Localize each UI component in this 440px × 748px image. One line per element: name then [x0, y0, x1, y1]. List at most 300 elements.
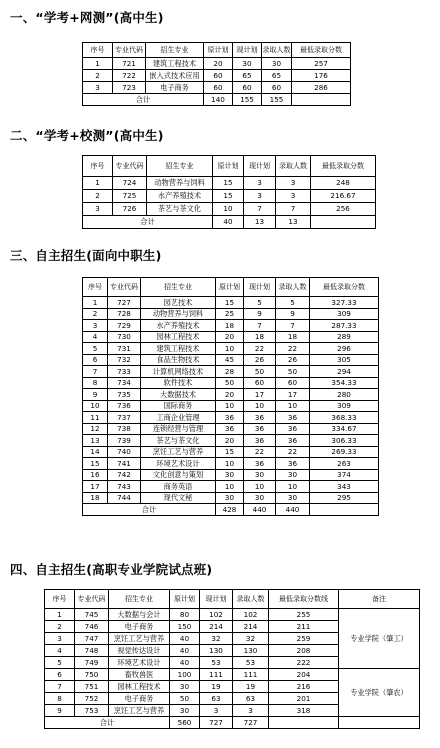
- total-note: [339, 717, 420, 729]
- cell-admitted: 65: [262, 70, 292, 82]
- header-cell: 原计划: [204, 43, 233, 58]
- cell-score: 287.33: [310, 320, 379, 332]
- cell-admitted: 36: [276, 412, 310, 424]
- cell-code: 751: [75, 681, 109, 693]
- table-row: [83, 481, 379, 493]
- table-row: [45, 669, 420, 681]
- cell-code: 743: [108, 481, 141, 493]
- cell-code: 721: [113, 58, 146, 70]
- cell-major: 建筑工程技术: [141, 343, 216, 355]
- cell-major: 大数据技术: [141, 389, 216, 401]
- cell-score: 204: [269, 669, 339, 681]
- cell-admitted: 17: [276, 389, 310, 401]
- cell-score: 354.33: [310, 377, 379, 389]
- cell-now: 26: [244, 354, 276, 366]
- header-cell: 专业代码: [75, 590, 109, 609]
- total-plan: 560: [170, 717, 200, 729]
- cell-major: 工商企业管理: [141, 412, 216, 424]
- cell-admitted: 5: [276, 297, 310, 309]
- cell-score: 256: [311, 203, 376, 216]
- cell-now: 10: [244, 400, 276, 412]
- total-admitted: 155: [262, 94, 292, 106]
- cell-major: 园艺技术: [141, 297, 216, 309]
- table-row: [83, 203, 376, 216]
- cell-admitted: 10: [276, 481, 310, 493]
- cell-now: 32: [200, 633, 233, 645]
- cell-index: 9: [83, 389, 108, 401]
- cell-plan: 30: [216, 469, 244, 481]
- cell-code: 752: [75, 693, 109, 705]
- cell-now: 102: [200, 609, 233, 621]
- header-cell: 招生专业: [147, 156, 213, 177]
- section-2-title: 二、“学考+校测”(高中生): [10, 128, 164, 143]
- table-row: [83, 58, 351, 70]
- cell-index: 12: [83, 423, 108, 435]
- cell-now: 22: [244, 343, 276, 355]
- cell-admitted: 30: [262, 58, 292, 70]
- cell-index: 7: [45, 681, 75, 693]
- cell-admitted: 60: [262, 82, 292, 94]
- cell-now: 17: [244, 389, 276, 401]
- table-row: [83, 354, 379, 366]
- cell-now: 36: [244, 435, 276, 447]
- cell-code: 735: [108, 389, 141, 401]
- cell-index: 2: [83, 308, 108, 320]
- cell-score: 263: [310, 458, 379, 470]
- cell-now: 111: [200, 669, 233, 681]
- cell-score: 176: [292, 70, 351, 82]
- cell-score: 248: [311, 177, 376, 190]
- cell-score: 374: [310, 469, 379, 481]
- cell-index: 3: [83, 203, 113, 216]
- cell-code: 748: [75, 645, 109, 657]
- cell-plan: 100: [170, 669, 200, 681]
- cell-admitted: 3: [233, 705, 269, 717]
- cell-score: 318: [269, 705, 339, 717]
- table-row: [83, 70, 351, 82]
- cell-plan: 50: [216, 377, 244, 389]
- cell-code: 723: [113, 82, 146, 94]
- table-row: [83, 331, 379, 343]
- header-cell: 现计划: [244, 278, 276, 297]
- cell-now: 7: [244, 203, 276, 216]
- header-cell: 现计划: [244, 156, 276, 177]
- cell-now: 63: [200, 693, 233, 705]
- table-total-row: [45, 717, 420, 729]
- cell-index: 2: [83, 70, 113, 82]
- cell-plan: 20: [216, 435, 244, 447]
- table-row: [83, 423, 379, 435]
- cell-score: 305: [310, 354, 379, 366]
- cell-code: 750: [75, 669, 109, 681]
- cell-admitted: 130: [233, 645, 269, 657]
- cell-admitted: 36: [276, 458, 310, 470]
- cell-major: 园林工程技术: [109, 681, 170, 693]
- cell-plan: 15: [216, 446, 244, 458]
- cell-index: 6: [83, 354, 108, 366]
- cell-major: 茶艺与茶文化: [147, 203, 213, 216]
- section-4-title: 四、自主招生(高职专业学院试点班): [10, 562, 213, 577]
- cell-code: 732: [108, 354, 141, 366]
- header-cell: 录取人数: [233, 590, 269, 609]
- cell-now: 9: [244, 308, 276, 320]
- header-cell: 录取人数: [262, 43, 292, 58]
- cell-now: 30: [233, 58, 262, 70]
- cell-now: 36: [244, 423, 276, 435]
- cell-major: 连锁经营与管理: [141, 423, 216, 435]
- cell-score: 257: [292, 58, 351, 70]
- table-row: [83, 343, 379, 355]
- cell-index: 3: [45, 633, 75, 645]
- cell-score: 269.33: [310, 446, 379, 458]
- cell-code: 724: [113, 177, 147, 190]
- cell-score: 309: [310, 400, 379, 412]
- cell-score: 286: [292, 82, 351, 94]
- cell-index: 9: [45, 705, 75, 717]
- cell-admitted: 60: [276, 377, 310, 389]
- cell-index: 2: [45, 621, 75, 633]
- cell-index: 18: [83, 492, 108, 504]
- cell-now: 214: [200, 621, 233, 633]
- cell-index: 1: [83, 297, 108, 309]
- cell-now: 50: [244, 366, 276, 378]
- total-now: 13: [244, 216, 276, 229]
- cell-index: 13: [83, 435, 108, 447]
- cell-plan: 30: [170, 705, 200, 717]
- cell-plan: 20: [204, 58, 233, 70]
- cell-major: 建筑工程技术: [146, 58, 204, 70]
- cell-now: 18: [244, 331, 276, 343]
- cell-major: 软件技术: [141, 377, 216, 389]
- cell-plan: 36: [216, 412, 244, 424]
- cell-major: 烹饪工艺与营养: [109, 705, 170, 717]
- total-label: 合计: [83, 216, 213, 229]
- cell-code: 738: [108, 423, 141, 435]
- cell-code: 742: [108, 469, 141, 481]
- cell-score: 289: [310, 331, 379, 343]
- cell-major: 大数据与会计: [109, 609, 170, 621]
- cell-now: 130: [200, 645, 233, 657]
- total-score: [292, 94, 351, 106]
- cell-plan: 10: [216, 343, 244, 355]
- cell-plan: 25: [216, 308, 244, 320]
- cell-index: 7: [83, 366, 108, 378]
- cell-now: 3: [200, 705, 233, 717]
- cell-major: 畜牧兽医: [109, 669, 170, 681]
- cell-index: 8: [83, 377, 108, 389]
- cell-score: 309: [310, 308, 379, 320]
- total-plan: 428: [216, 504, 244, 516]
- table-total-row: [83, 94, 351, 106]
- cell-admitted: 19: [233, 681, 269, 693]
- total-admitted: 13: [276, 216, 311, 229]
- cell-admitted: 36: [276, 435, 310, 447]
- cell-plan: 40: [170, 633, 200, 645]
- cell-code: 744: [108, 492, 141, 504]
- table-header: [83, 156, 376, 177]
- cell-plan: 28: [216, 366, 244, 378]
- header-cell: 序号: [83, 278, 108, 297]
- cell-plan: 150: [170, 621, 200, 633]
- section-3-title: 三、自主招生(面向中职生): [10, 248, 162, 263]
- cell-code: 733: [108, 366, 141, 378]
- cell-index: 5: [83, 343, 108, 355]
- cell-admitted: 22: [276, 446, 310, 458]
- cell-major: 食品生物技术: [141, 354, 216, 366]
- cell-code: 727: [108, 297, 141, 309]
- cell-admitted: 63: [233, 693, 269, 705]
- cell-plan: 10: [216, 458, 244, 470]
- cell-code: 736: [108, 400, 141, 412]
- cell-admitted: 26: [276, 354, 310, 366]
- header-cell: 序号: [83, 156, 113, 177]
- table-2: [82, 155, 376, 229]
- cell-note: 专业学院（肇工）: [339, 609, 420, 669]
- cell-admitted: 30: [276, 492, 310, 504]
- cell-score: 327.33: [310, 297, 379, 309]
- table-total-row: [83, 504, 379, 516]
- cell-major: 园林工程技术: [141, 331, 216, 343]
- cell-now: 30: [244, 492, 276, 504]
- cell-index: 1: [83, 58, 113, 70]
- cell-index: 4: [83, 331, 108, 343]
- table-row: [45, 609, 420, 621]
- cell-plan: 18: [216, 320, 244, 332]
- cell-major: 茶艺与茶文化: [141, 435, 216, 447]
- table-3: [82, 277, 379, 516]
- header-cell: 原计划: [213, 156, 244, 177]
- cell-admitted: 9: [276, 308, 310, 320]
- table-row: [83, 177, 376, 190]
- cell-major: 动物营养与饲料: [147, 177, 213, 190]
- cell-note: 专业学院（肇农）: [339, 669, 420, 717]
- cell-code: 741: [108, 458, 141, 470]
- table-header: [83, 278, 379, 297]
- cell-score: 280: [310, 389, 379, 401]
- cell-major: 动物营养与饲料: [141, 308, 216, 320]
- cell-plan: 40: [170, 645, 200, 657]
- cell-admitted: 22: [276, 343, 310, 355]
- cell-code: 746: [75, 621, 109, 633]
- cell-index: 16: [83, 469, 108, 481]
- cell-now: 19: [200, 681, 233, 693]
- cell-plan: 60: [204, 82, 233, 94]
- cell-now: 22: [244, 446, 276, 458]
- cell-admitted: 214: [233, 621, 269, 633]
- cell-admitted: 3: [276, 177, 311, 190]
- cell-score: 294: [310, 366, 379, 378]
- cell-major: 计算机网络技术: [141, 366, 216, 378]
- header-cell: 序号: [83, 43, 113, 58]
- cell-admitted: 102: [233, 609, 269, 621]
- header-cell: 招生专业: [146, 43, 204, 58]
- table-row: [83, 190, 376, 203]
- cell-code: 725: [113, 190, 147, 203]
- cell-plan: 40: [170, 657, 200, 669]
- cell-admitted: 53: [233, 657, 269, 669]
- header-cell: 最低录取分数: [292, 43, 351, 58]
- total-score: [311, 216, 376, 229]
- cell-score: 334.67: [310, 423, 379, 435]
- table-header: [45, 590, 420, 609]
- table-1: [82, 42, 351, 106]
- header-cell: 序号: [45, 590, 75, 609]
- cell-code: 753: [75, 705, 109, 717]
- total-now: 155: [233, 94, 262, 106]
- cell-score: 259: [269, 633, 339, 645]
- cell-major: 电子商务: [146, 82, 204, 94]
- total-now: 440: [244, 504, 276, 516]
- cell-now: 7: [244, 320, 276, 332]
- cell-plan: 36: [216, 423, 244, 435]
- cell-code: 737: [108, 412, 141, 424]
- cell-now: 36: [244, 412, 276, 424]
- cell-major: 烹饪工艺与营养: [141, 446, 216, 458]
- cell-score: 222: [269, 657, 339, 669]
- cell-major: 水产养殖技术: [147, 190, 213, 203]
- cell-major: 电子商务: [109, 621, 170, 633]
- cell-plan: 15: [213, 190, 244, 203]
- cell-major: 电子商务: [109, 693, 170, 705]
- table-header: [83, 43, 351, 58]
- cell-score: 368.33: [310, 412, 379, 424]
- total-score: [310, 504, 379, 516]
- cell-score: 216: [269, 681, 339, 693]
- cell-major: 国际商务: [141, 400, 216, 412]
- cell-plan: 20: [216, 389, 244, 401]
- cell-now: 5: [244, 297, 276, 309]
- cell-code: 731: [108, 343, 141, 355]
- cell-code: 739: [108, 435, 141, 447]
- cell-score: 216.67: [311, 190, 376, 203]
- cell-admitted: 18: [276, 331, 310, 343]
- cell-plan: 15: [216, 297, 244, 309]
- cell-plan: 30: [170, 681, 200, 693]
- cell-score: 211: [269, 621, 339, 633]
- cell-code: 747: [75, 633, 109, 645]
- total-label: 合计: [83, 504, 216, 516]
- cell-plan: 10: [216, 400, 244, 412]
- header-cell: 专业代码: [108, 278, 141, 297]
- cell-now: 36: [244, 458, 276, 470]
- cell-code: 745: [75, 609, 109, 621]
- table-row: [83, 308, 379, 320]
- cell-code: 729: [108, 320, 141, 332]
- cell-major: 商务英语: [141, 481, 216, 493]
- header-cell: 专业代码: [113, 43, 146, 58]
- total-admitted: 727: [233, 717, 269, 729]
- cell-code: 749: [75, 657, 109, 669]
- cell-admitted: 3: [276, 190, 311, 203]
- header-cell: 最低录取分数: [310, 278, 379, 297]
- cell-admitted: 7: [276, 203, 311, 216]
- cell-plan: 80: [170, 609, 200, 621]
- cell-admitted: 50: [276, 366, 310, 378]
- cell-plan: 60: [204, 70, 233, 82]
- cell-index: 2: [83, 190, 113, 203]
- cell-now: 53: [200, 657, 233, 669]
- cell-score: 208: [269, 645, 339, 657]
- total-plan: 40: [213, 216, 244, 229]
- cell-index: 11: [83, 412, 108, 424]
- cell-major: 环境艺术设计: [109, 657, 170, 669]
- cell-major: 烹饪工艺与营养: [109, 633, 170, 645]
- table-row: [83, 297, 379, 309]
- table-row: [83, 377, 379, 389]
- table-row: [83, 366, 379, 378]
- cell-score: 343: [310, 481, 379, 493]
- cell-now: 10: [244, 481, 276, 493]
- header-cell: 现计划: [233, 43, 262, 58]
- cell-plan: 15: [213, 177, 244, 190]
- header-cell: 最低录取分数: [311, 156, 376, 177]
- header-cell: 招生专业: [141, 278, 216, 297]
- cell-admitted: 30: [276, 469, 310, 481]
- header-cell: 原计划: [216, 278, 244, 297]
- cell-major: 水产养殖技术: [141, 320, 216, 332]
- cell-now: 30: [244, 469, 276, 481]
- header-cell: 现计划: [200, 590, 233, 609]
- table-row: [83, 446, 379, 458]
- cell-index: 3: [83, 320, 108, 332]
- cell-code: 730: [108, 331, 141, 343]
- cell-now: 60: [233, 82, 262, 94]
- cell-score: 295: [310, 492, 379, 504]
- table-row: [83, 82, 351, 94]
- cell-major: 环境艺术设计: [141, 458, 216, 470]
- section-1-title: 一、“学考+网测”(高中生): [10, 10, 164, 25]
- header-cell: 录取人数: [276, 278, 310, 297]
- cell-code: 722: [113, 70, 146, 82]
- total-label: 合计: [45, 717, 170, 729]
- cell-major: 现代文秘: [141, 492, 216, 504]
- header-cell: 最低录取分数线: [269, 590, 339, 609]
- total-now: 727: [200, 717, 233, 729]
- cell-index: 6: [45, 669, 75, 681]
- cell-plan: 50: [170, 693, 200, 705]
- cell-plan: 10: [213, 203, 244, 216]
- cell-code: 726: [113, 203, 147, 216]
- cell-index: 10: [83, 400, 108, 412]
- table-row: [83, 320, 379, 332]
- table-row: [83, 389, 379, 401]
- cell-code: 728: [108, 308, 141, 320]
- cell-admitted: 10: [276, 400, 310, 412]
- cell-plan: 30: [216, 492, 244, 504]
- total-plan: 140: [204, 94, 233, 106]
- cell-major: 视觉传达设计: [109, 645, 170, 657]
- cell-now: 60: [244, 377, 276, 389]
- cell-plan: 10: [216, 481, 244, 493]
- cell-code: 734: [108, 377, 141, 389]
- cell-admitted: 36: [276, 423, 310, 435]
- cell-index: 5: [45, 657, 75, 669]
- total-admitted: 440: [276, 504, 310, 516]
- cell-admitted: 7: [276, 320, 310, 332]
- cell-now: 65: [233, 70, 262, 82]
- cell-index: 17: [83, 481, 108, 493]
- table-row: [83, 492, 379, 504]
- header-cell: 备注: [339, 590, 420, 609]
- cell-now: 3: [244, 177, 276, 190]
- header-cell: 原计划: [170, 590, 200, 609]
- table-row: [83, 458, 379, 470]
- cell-code: 740: [108, 446, 141, 458]
- cell-score: 255: [269, 609, 339, 621]
- total-label: 合计: [83, 94, 204, 106]
- cell-index: 3: [83, 82, 113, 94]
- cell-index: 15: [83, 458, 108, 470]
